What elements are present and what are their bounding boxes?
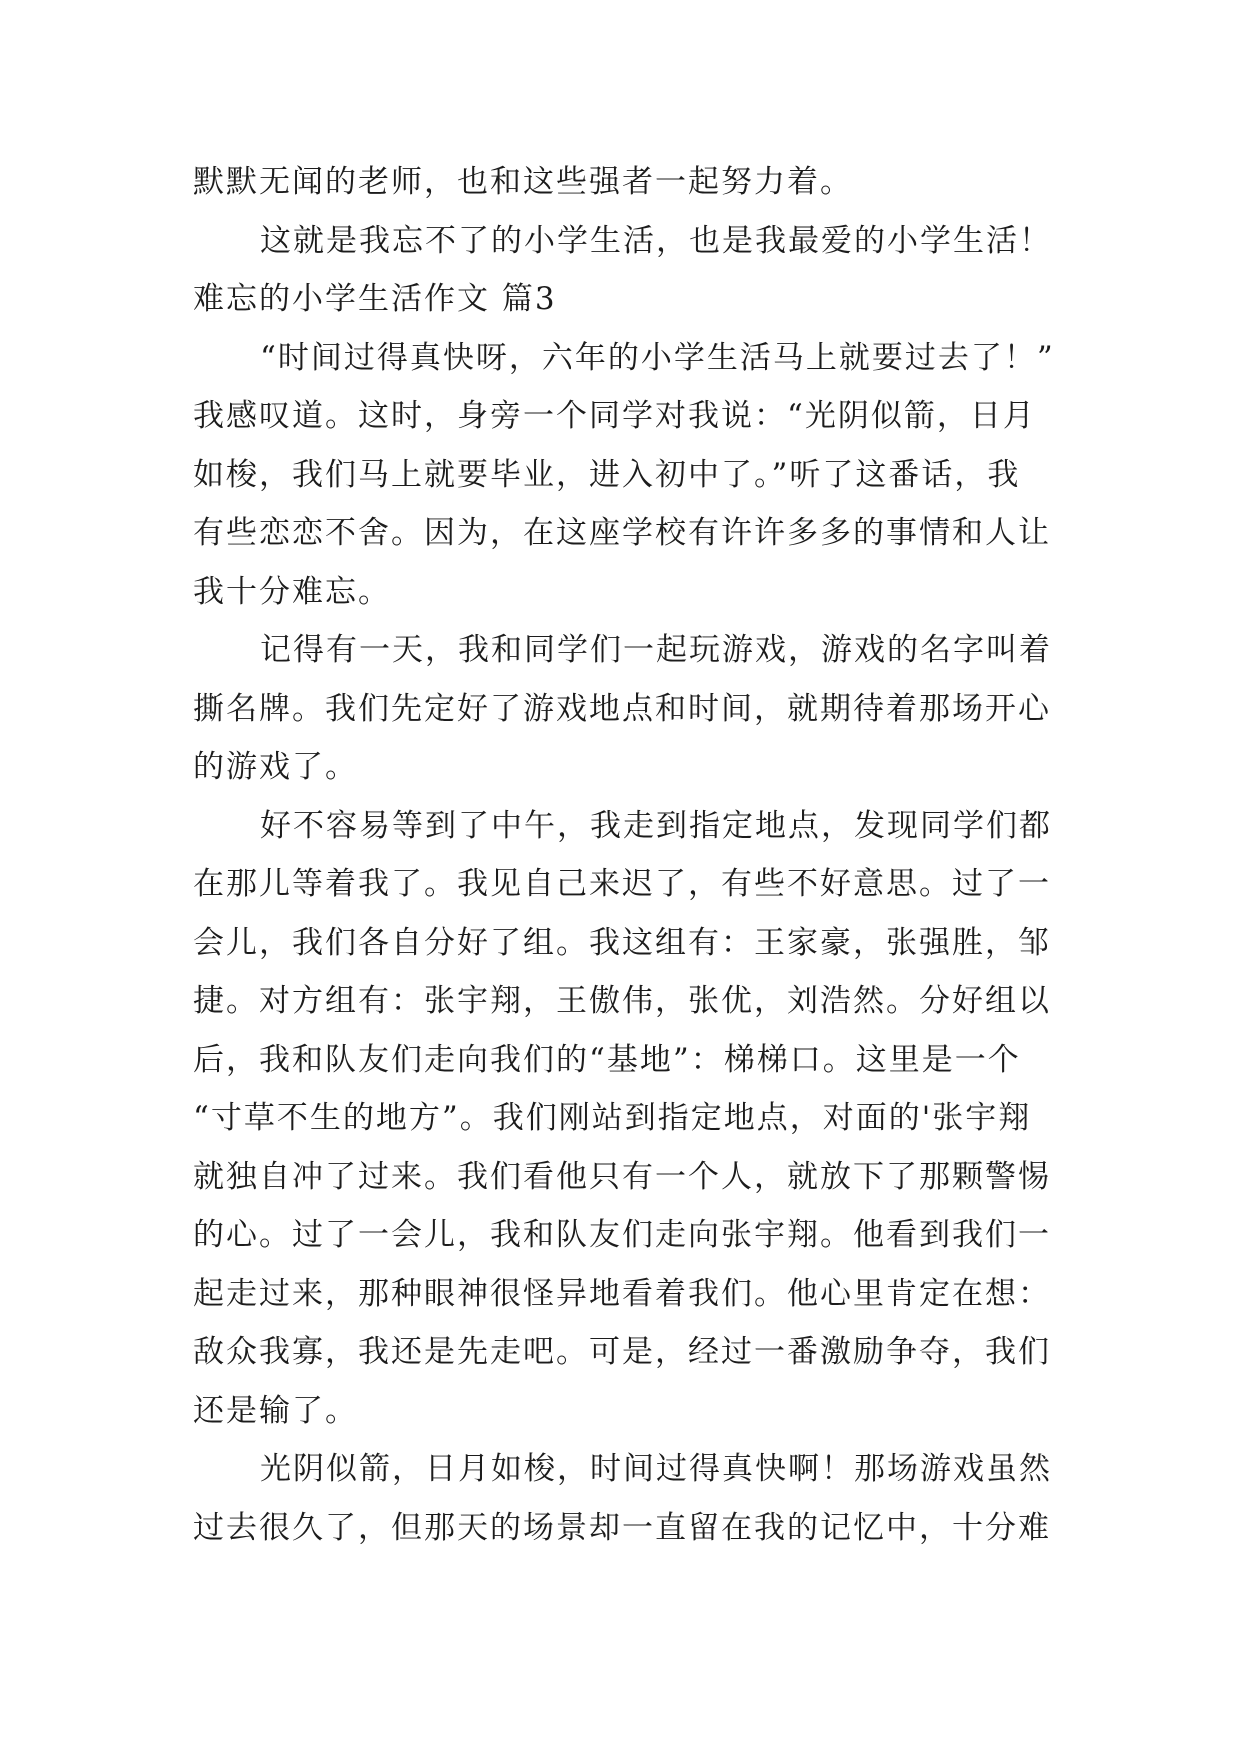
text-line: 会儿，我们各自分好了组。我这组有：王家豪，张强胜，邹 — [193, 924, 1051, 961]
text-line: 我感叹道。这时，身旁一个同学对我说：“光阴似箭，日月 — [193, 398, 1036, 434]
text-line: 默默无闻的老师，也和这些强者一起努力着。 — [193, 164, 853, 200]
text-line: 记得有一天，我和同学们一起玩游戏，游戏的名字叫着 — [260, 632, 1052, 668]
text-line: 有些恋恋不舍。因为，在这座学校有许许多多的事情和人让 — [193, 515, 1051, 551]
text-line: 我十分难忘。 — [193, 573, 391, 610]
text-line: “时间过得真快呀，六年的小学生活马上就要过去了！” — [260, 339, 1055, 376]
section-heading: 难忘的小学生活作文 篇3 — [193, 281, 557, 317]
text-line: 在那儿等着我了。我见自己来迟了，有些不好意思。过了一 — [193, 866, 1051, 902]
text-line: 光阴似箭，日月如梭，时间过得真快啊！那场游戏虽然 — [260, 1451, 1052, 1487]
text-line: 撕名牌。我们先定好了游戏地点和时间，就期待着那场开心 — [193, 690, 1051, 727]
text-line: “寸草不生的地方”。我们刚站到指定地点，对面的'张宇翔 — [193, 1100, 1032, 1136]
text-line: 过去很久了，但那天的场景却一直留在我的记忆中，十分难 — [193, 1509, 1051, 1546]
text-line: 就独自冲了过来。我们看他只有一个人，就放下了那颗警惕 — [193, 1158, 1051, 1195]
text-line: 后，我和队友们走向我们的“基地”：梯梯口。这里是一个 — [193, 1041, 1021, 1078]
paragraph — [193, 797, 1055, 1441]
text-line: 敌众我寡，我还是先走吧。可是，经过一番激励争夺，我们 — [193, 1334, 1051, 1370]
text-line: 起走过来，那种眼神很怪异地看着我们。他心里肯定在想： — [193, 1275, 1051, 1312]
paragraph — [193, 329, 1055, 622]
document-body — [193, 153, 1055, 1557]
text-line: 好不容易等到了中午，我走到指定地点，发现同学们都 — [260, 807, 1052, 844]
text-line: 的游戏了。 — [193, 749, 358, 785]
paragraph — [193, 153, 1055, 212]
paragraph — [193, 212, 1055, 271]
paragraph — [193, 1440, 1055, 1557]
text-line: 还是输了。 — [193, 1392, 358, 1429]
text-line: 捷。对方组有：张宇翔，王傲伟，张优，刘浩然。分好组以 — [193, 983, 1051, 1019]
paragraph — [193, 621, 1055, 797]
text-line: 如梭，我们马上就要毕业，进入初中了。”听了这番话，我 — [193, 456, 1021, 493]
text-line: 这就是我忘不了的小学生活，也是我最爱的小学生活！ — [260, 222, 1052, 259]
text-line: 的心。过了一会儿，我和队友们走向张宇翔。他看到我们一 — [193, 1217, 1051, 1253]
